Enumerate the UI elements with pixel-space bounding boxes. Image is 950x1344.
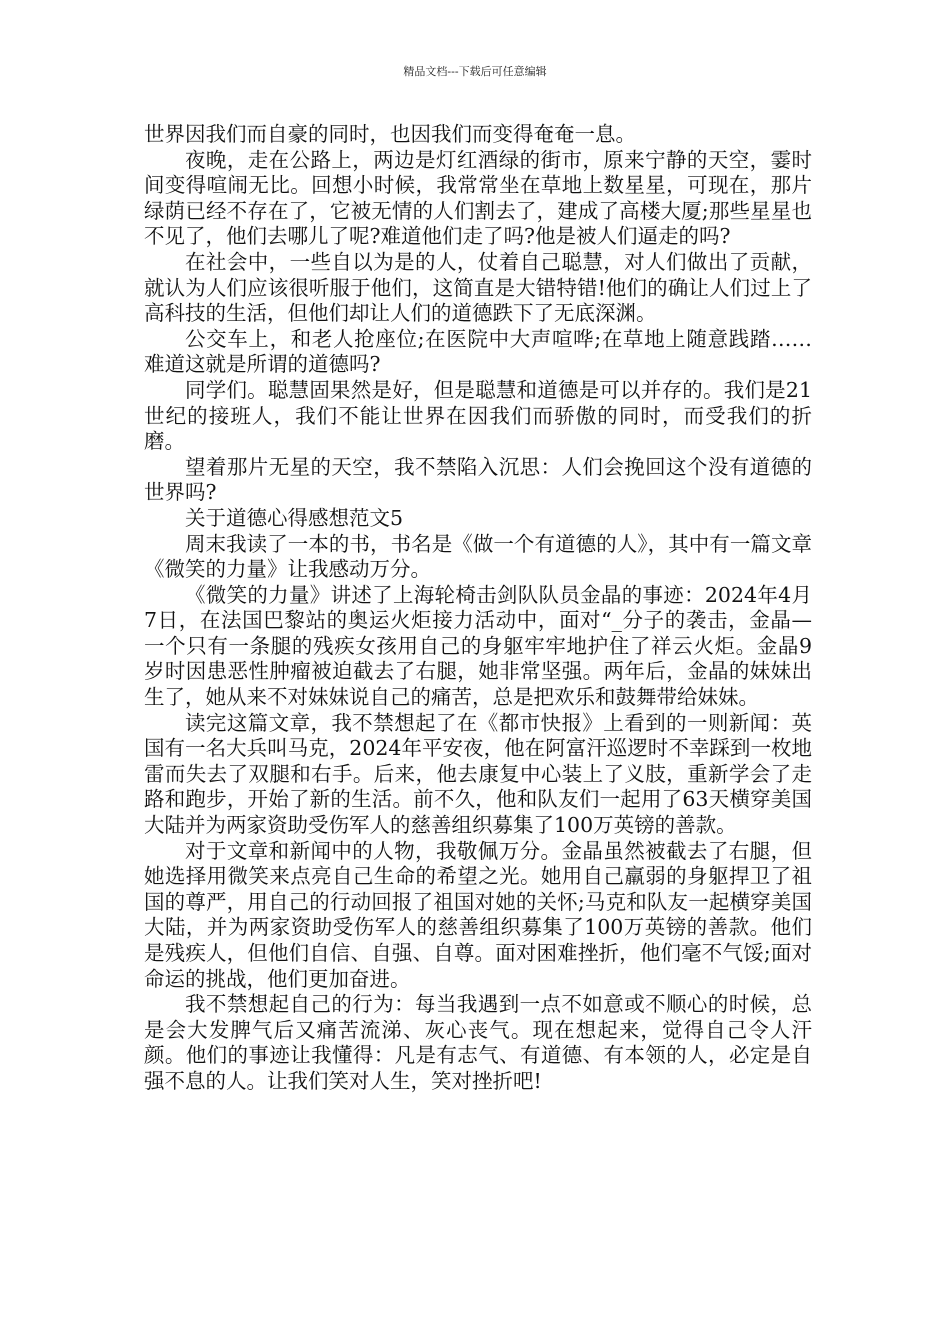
section-heading: 关于道德心得感想范文5 [185, 505, 404, 530]
paragraph: 周末我读了一本的书，书名是《做一个有道德的人》，其中有一篇文章《微笑的力量》让我感动万分。 [144, 531, 812, 582]
paragraph: 《微笑的力量》讲述了上海轮椅击剑队队员金晶的事迹：2024年4月7日，在法国巴黎站的奥运火炬接力活动中，面对“_分子的袭击，金晶—一个只有一条腿的残疾女孩用自己的身躯牢牢地护住了祥云火炬。金晶9岁时因患恶性肿瘤被迫截去了右腿，她非常坚强。两年后，金晶的妹妹出生了，她从来不对妹妹说自己的痛苦，总是把欢乐和鼓舞带给妹妹。 [144, 582, 812, 710]
page-header: 精品文档---下载后可任意编辑 [403, 65, 547, 78]
paragraph: 望着那片无星的天空，我不禁陷入沉思：人们会挽回这个没有道德的世界吗? [144, 454, 812, 505]
paragraph: 同学们。聪慧固果然是好，但是聪慧和道德是可以并存的。我们是21世纪的接班人，我们不能让世界在因我们而骄傲的同时，而受我们的折磨。 [144, 377, 812, 454]
paragraph: 读完这篇文章，我不禁想起了在《都市快报》上看到的一则新闻：英国有一名大兵叫马克，2024年平安夜，他在阿富汗巡逻时不幸踩到一枚地雷而失去了双腿和右手。后来，他去康复中心装上了义肢，重新学会了走路和跑步，开始了新的生活。前不久，他和队友们一起用了63天横穿美国大陆并为两家资助受伤军人的慈善组织募集了100万英镑的善款。 [144, 710, 812, 838]
paragraph: 我不禁想起自己的行为：每当我遇到一点不如意或不顺心的时候，总是会大发脾气后又痛苦流涕、灰心丧气。现在想起来，觉得自己令人汗颜。他们的事迹让我懂得：凡是有志气、有道德、有本领的人，必定是自强不息的人。让我们笑对人生，笑对挫折吧! [144, 992, 812, 1093]
paragraph: 在社会中，一些自以为是的人，仗着自己聪慧，对人们做出了贡献，就认为人们应该很听服于他们，这简直是大错特错!他们的确让人们过上了高科技的生活，但他们却让人们的道德跌下了无底深渊。 [144, 249, 812, 326]
paragraph-continuation: 世界因我们而自豪的同时，也因我们而变得奄奄一息。 [144, 122, 636, 146]
paragraph: 公交车上，和老人抢座位;在医院中大声喧哗;在草地上随意践踏……难道这就是所谓的道德吗? [144, 326, 812, 377]
document-body [144, 122, 812, 1095]
paragraph: 夜晚，走在公路上，两边是灯红酒绿的街市，原来宁静的天空，霎时间变得喧闹无比。回想小时候，我常常坐在草地上数星星，可现在，那片绿荫已经不存在了，它被无情的人们割去了，建成了高楼大厦;那些星星也不见了，他们去哪儿了呢?难道他们走了吗?他是被人们逼走的吗? [144, 147, 812, 249]
paragraph: 对于文章和新闻中的人物，我敬佩万分。金晶虽然被截去了右腿，但她选择用微笑来点亮自己生命的希望之光。她用自己羸弱的身躯捍卫了祖国的尊严，用自己的行动回报了祖国对她的关怀;马克和队友一起横穿美国大陆，并为两家资助受伤军人的慈善组织募集了100万英镑的善款。他们是残疾人，但他们自信、自强、自尊。面对困难挫折，他们毫不气馁;面对命运的挑战，他们更加奋进。 [144, 838, 812, 991]
